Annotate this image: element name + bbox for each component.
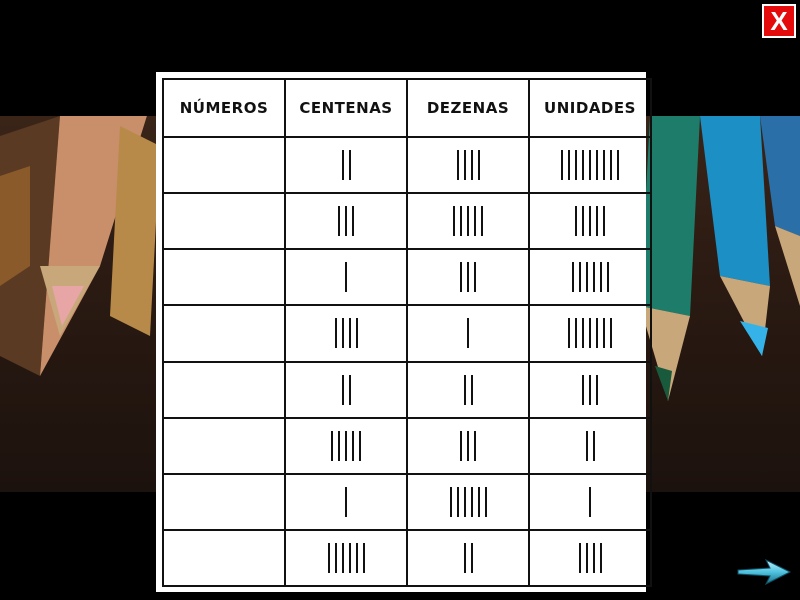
dezenas-tally-cell [407,249,529,305]
tally-mark [349,375,351,405]
tally-mark [467,318,469,348]
tally-mark [467,206,469,236]
centenas-tally-cell [285,474,407,530]
tally-mark [579,262,581,292]
dezenas-tally-cell [407,362,529,418]
tally-marks [325,543,367,573]
tally-mark [610,318,612,348]
centenas-tally-cell [285,362,407,418]
tally-mark [467,262,469,292]
tally-marks [454,150,482,180]
tally-marks [458,431,479,461]
tally-mark [568,150,570,180]
unidades-tally-cell [529,193,651,249]
number-answer-cell[interactable] [163,249,285,305]
centenas-tally-cell [285,305,407,361]
tally-mark [345,431,347,461]
table-row [163,474,651,530]
unidades-tally-cell [529,249,651,305]
dezenas-tally-cell [407,137,529,193]
tally-mark [589,487,591,517]
tally-mark [561,150,563,180]
tally-mark [589,206,591,236]
place-value-table [162,78,652,587]
tally-mark [363,543,365,573]
tally-marks [461,543,475,573]
tally-mark [600,543,602,573]
tally-mark [474,262,476,292]
tally-marks [343,487,350,517]
tally-mark [586,543,588,573]
tally-mark [471,150,473,180]
tally-mark [596,375,598,405]
tally-mark [593,431,595,461]
tally-marks [336,206,357,236]
unidades-tally-cell [529,418,651,474]
place-value-worksheet [156,72,646,592]
tally-mark [349,543,351,573]
unidades-tally-cell [529,137,651,193]
tally-mark [460,431,462,461]
dezenas-tally-cell [407,305,529,361]
tally-mark [575,318,577,348]
tally-mark [593,543,595,573]
header-numeros: NÚMEROS [163,79,285,137]
tally-mark [464,375,466,405]
tally-mark [575,206,577,236]
centenas-tally-cell [285,418,407,474]
tally-mark [460,206,462,236]
tally-mark [345,262,347,292]
tally-mark [342,375,344,405]
tally-marks [566,318,615,348]
close-button[interactable]: X [762,4,796,38]
tally-mark [460,262,462,292]
dezenas-tally-cell [407,193,529,249]
header-unidades: UNIDADES [529,79,651,137]
tally-marks [587,487,594,517]
unidades-tally-cell [529,362,651,418]
tally-mark [568,318,570,348]
tally-mark [338,206,340,236]
number-answer-cell[interactable] [163,530,285,586]
tally-mark [335,318,337,348]
tally-mark [582,318,584,348]
tally-mark [593,262,595,292]
tally-mark [478,150,480,180]
tally-mark [349,318,351,348]
tally-mark [596,318,598,348]
centenas-tally-cell [285,193,407,249]
table-row [163,362,651,418]
tally-mark [582,375,584,405]
table-row [163,249,651,305]
tally-mark [603,150,605,180]
tally-marks [559,150,622,180]
number-answer-cell[interactable] [163,474,285,530]
tally-mark [471,375,473,405]
tally-marks [576,543,604,573]
number-answer-cell[interactable] [163,193,285,249]
tally-mark [586,262,588,292]
tally-mark [478,487,480,517]
table-row [163,530,651,586]
tally-mark [342,543,344,573]
centenas-tally-cell [285,249,407,305]
centenas-tally-cell [285,530,407,586]
tally-mark [352,431,354,461]
header-centenas: CENTENAS [285,79,407,137]
header-row [163,79,651,137]
tally-mark [589,150,591,180]
tally-mark [582,206,584,236]
tally-mark [457,150,459,180]
tally-marks [332,318,360,348]
tally-mark [600,262,602,292]
tally-marks [573,206,608,236]
tally-mark [359,431,361,461]
number-answer-cell[interactable] [163,418,285,474]
tally-mark [349,150,351,180]
tally-mark [352,206,354,236]
number-answer-cell[interactable] [163,137,285,193]
tally-mark [342,318,344,348]
tally-mark [450,487,452,517]
dezenas-tally-cell [407,530,529,586]
tally-mark [464,487,466,517]
tally-marks [339,150,353,180]
tally-marks [569,262,611,292]
tally-mark [338,431,340,461]
tally-marks [580,375,601,405]
table-row [163,418,651,474]
tally-mark [328,543,330,573]
tally-mark [481,206,483,236]
tally-mark [464,150,466,180]
unidades-tally-cell [529,530,651,586]
next-arrow-icon[interactable] [736,556,792,588]
tally-mark [345,206,347,236]
tally-marks [465,318,472,348]
unidades-tally-cell [529,474,651,530]
tally-mark [453,206,455,236]
tally-mark [596,206,598,236]
tally-marks [583,431,597,461]
number-answer-cell[interactable] [163,362,285,418]
tally-marks [458,262,479,292]
tally-mark [607,262,609,292]
table-row [163,137,651,193]
tally-mark [457,487,459,517]
tally-mark [582,150,584,180]
tally-mark [603,206,605,236]
tally-mark [471,543,473,573]
tally-marks [461,375,475,405]
dezenas-tally-cell [407,474,529,530]
tally-mark [610,150,612,180]
tally-marks [451,206,486,236]
unidades-tally-cell [529,305,651,361]
table-row [163,305,651,361]
tally-mark [356,543,358,573]
tally-marks [329,431,364,461]
tally-mark [342,150,344,180]
tally-mark [589,318,591,348]
tally-mark [345,487,347,517]
dezenas-tally-cell [407,418,529,474]
tally-mark [335,543,337,573]
header-dezenas: DEZENAS [407,79,529,137]
tally-mark [586,431,588,461]
tally-mark [474,431,476,461]
tally-marks [339,375,353,405]
tally-mark [579,543,581,573]
tally-marks [343,262,350,292]
tally-mark [471,487,473,517]
table-row [163,193,651,249]
tally-mark [474,206,476,236]
tally-marks [447,487,489,517]
tally-mark [617,150,619,180]
tally-mark [589,375,591,405]
tally-mark [485,487,487,517]
tally-mark [467,431,469,461]
tally-mark [596,150,598,180]
tally-mark [575,150,577,180]
tally-mark [603,318,605,348]
tally-mark [464,543,466,573]
number-answer-cell[interactable] [163,305,285,361]
centenas-tally-cell [285,137,407,193]
tally-mark [572,262,574,292]
tally-mark [331,431,333,461]
tally-mark [356,318,358,348]
